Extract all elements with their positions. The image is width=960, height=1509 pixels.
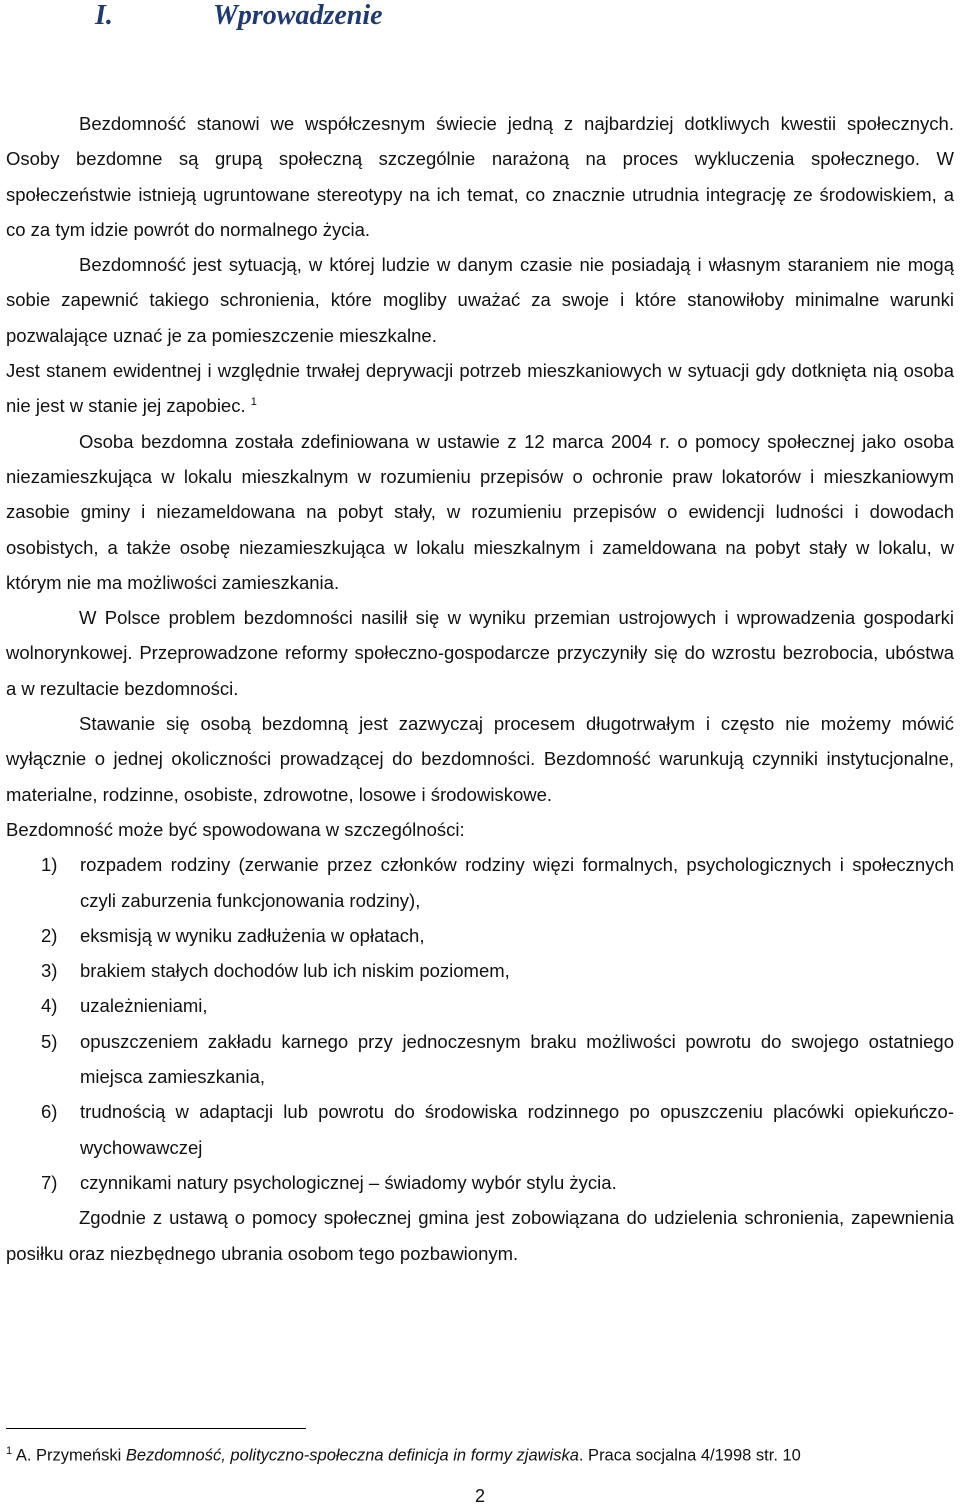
footnote-author: A. Przymeński (15, 1446, 122, 1465)
footnote (6, 1441, 801, 1466)
page-number: 2 (474, 1486, 485, 1506)
list-item (6, 1024, 954, 1095)
list-item-text: rozpadem rodziny (zerwanie przez członków rodziny więzi formalnych, psychologicznych i społecznych czyli zaburzenia funkcjonowania rodziny), (80, 854, 954, 911)
list-item (6, 847, 954, 918)
footnote-marker: 1 (6, 1445, 13, 1457)
causes-list (6, 847, 954, 1200)
paragraph-poland: W Polsce problem bezdomności nasilił się w wyniku przemian ustrojowych i wprowadzenia gospodarki wolnorynkowej. Przeprowadzone reformy społeczno-gospodarcze przyczyniły się do wzrostu bezrobocia, ubóstwa a w rezultacie bezdomności. (6, 607, 954, 699)
footnote-title: Bezdomność, polityczno-społeczna definicja in formy zjawiska (125, 1446, 579, 1465)
paragraph-deprivation (6, 353, 954, 424)
list-item (6, 1094, 954, 1165)
list-item-number: 1) (41, 854, 58, 876)
list-item-text: czynnikami natury psychologicznej – świadomy wybór stylu życia. (80, 1171, 617, 1193)
paragraph-definition: Bezdomność jest sytuacją, w której ludzie w danym czasie nie posiadają i własnym staraniem nie mogą sobie zapewnić takiego schronienia, które mogliby uważać za swoje i które stanowiłoby minimalne warunki pozwalające uznać je za pomieszczenie mieszkalne. (6, 254, 954, 346)
footnote-divider (6, 1428, 306, 1429)
paragraph-deprivation-text: Jest stanem ewidentnej i względnie trwałej deprywacji potrzeb mieszkaniowych w sytuacji gdy dotknięta nią osoba nie jest w stanie jej zapobiec. (6, 360, 954, 417)
list-item (6, 1165, 954, 1200)
list-item-text: opuszczeniem zakładu karnego przy jednoczesnym braku możliwości powrotu do swojego ostatniego miejsca zamieszkania, (80, 1030, 954, 1088)
paragraph-causes-intro: Bezdomność może być spowodowana w szczególności: (6, 818, 465, 840)
list-item-text: eksmisją w wyniku zadłużenia w opłatach, (80, 924, 425, 946)
paragraph-intro: Bezdomność stanowi we współczesnym świecie jedną z najbardziej dotkliwych kwestii społecznych. Osoby bezdomne są grupą społeczną szczególnie narażoną na proces wykluczenia społecznego. W społeczeństwie istnieją ugruntowane stereotypy na ich temat, co znacznie utrudnia integrację ze środowiskiem, a co za tym idzie powrót do normalnego życia. (6, 113, 954, 240)
list-item (6, 953, 954, 988)
document-body (6, 106, 954, 1271)
list-item-number: 4) (41, 995, 58, 1017)
list-item (6, 918, 954, 953)
list-item-number: 2) (41, 924, 58, 946)
section-title: Wprowadzenie (213, 0, 383, 31)
section-heading (95, 0, 383, 32)
list-item (6, 988, 954, 1023)
list-item-number: 5) (41, 1030, 58, 1052)
paragraph-legal-definition: Osoba bezdomna została zdefiniowana w ustawie z 12 marca 2004 r. o pomocy społecznej jako osoba niezamieszkująca w lokalu mieszkalnym w rozumieniu przepisów o ochronie praw lokatorów i mieszkaniowym zasobie gminy i niezameldowana na pobyt stały, w rozumieniu przepisów o ewidencji ludności i dowodach osobistych, a także osobę niezamieszkująca w lokalu mieszkalnym i zameldowana na pobyt stały w lokalu, w którym nie ma możliwości zamieszkania. (6, 430, 954, 593)
list-item-text: trudnością w adaptacji lub powrotu do środowiska rodzinnego po opuszczeniu placówki opiekuńczo-wychowawczej (80, 1101, 954, 1158)
paragraph-conclusion: Zgodnie z ustawą o pomocy społecznej gmina jest zobowiązana do udzielenia schronienia, zapewnienia posiłku oraz niezbędnego ubrania osobom tego pozbawionym. (6, 1207, 954, 1264)
paragraph-process: Stawanie się osobą bezdomną jest zazwyczaj procesem długotrwałym i często nie możemy mówić wyłącznie o jednej okoliczności prowadzącej do bezdomności. Bezdomność warunkują czynniki instytucjonalne, materialne, rodzinne, osobiste, zdrowotne, losowe i środowiskowe. (6, 713, 954, 805)
footnote-reference[interactable]: 1 (250, 396, 257, 409)
section-number: I. (95, 0, 113, 31)
footnote-source: . Praca socjalna 4/1998 str. 10 (578, 1446, 801, 1465)
list-item-number: 6) (41, 1101, 58, 1123)
list-item-text: brakiem stałych dochodów lub ich niskim poziomem, (80, 960, 510, 982)
list-item-number: 7) (41, 1171, 58, 1193)
list-item-number: 3) (41, 960, 58, 982)
list-item-text: uzależnieniami, (80, 995, 208, 1017)
